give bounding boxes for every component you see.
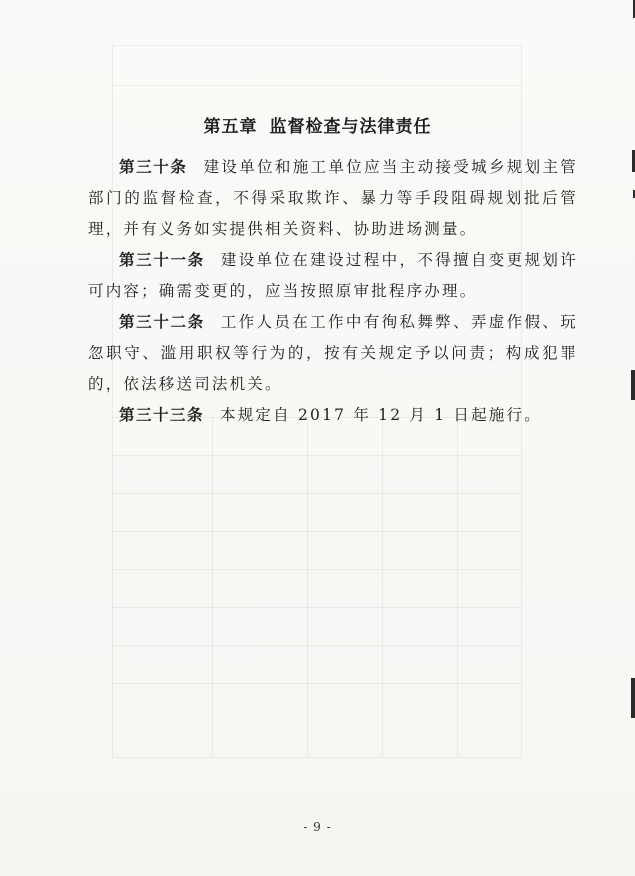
article-number: 第三十二条 [119,313,205,331]
article-number: 第三十条 [119,158,188,176]
article-text: 工作人员在工作中有徇私舞弊、弄虚作假、玩忽职守、滥用职权等行为的，按有关规定予以问责；构成犯罪的，依法移送司法机关。 [88,313,578,393]
article-text: 建设单位和施工单位应当主动接受城乡规划主管部门的监督检查，不得采取欺诈、暴力等手段阻碍规划批后管理，并有义务如实提供相关资料、协助进场测量。 [88,158,578,238]
article-list [88,152,578,431]
article-text: 本规定自 2017 年 12 月 1 日起施行。 [220,406,542,424]
article-number: 第三十三条 [119,406,205,424]
page-number: - 9 - [303,820,332,834]
chapter-heading [0,112,635,137]
chapter-title: 监督检查与法律责任 [269,117,432,137]
article-30 [88,152,578,245]
article-text: 建设单位在建设过程中，不得擅自变更规划许可内容；确需变更的，应当按照原审批程序办理。 [88,251,578,300]
article-33 [88,400,578,431]
article-32 [88,307,578,400]
article-31 [88,245,578,307]
chapter-number: 第五章 [203,117,258,137]
article-number: 第三十一条 [119,251,205,269]
